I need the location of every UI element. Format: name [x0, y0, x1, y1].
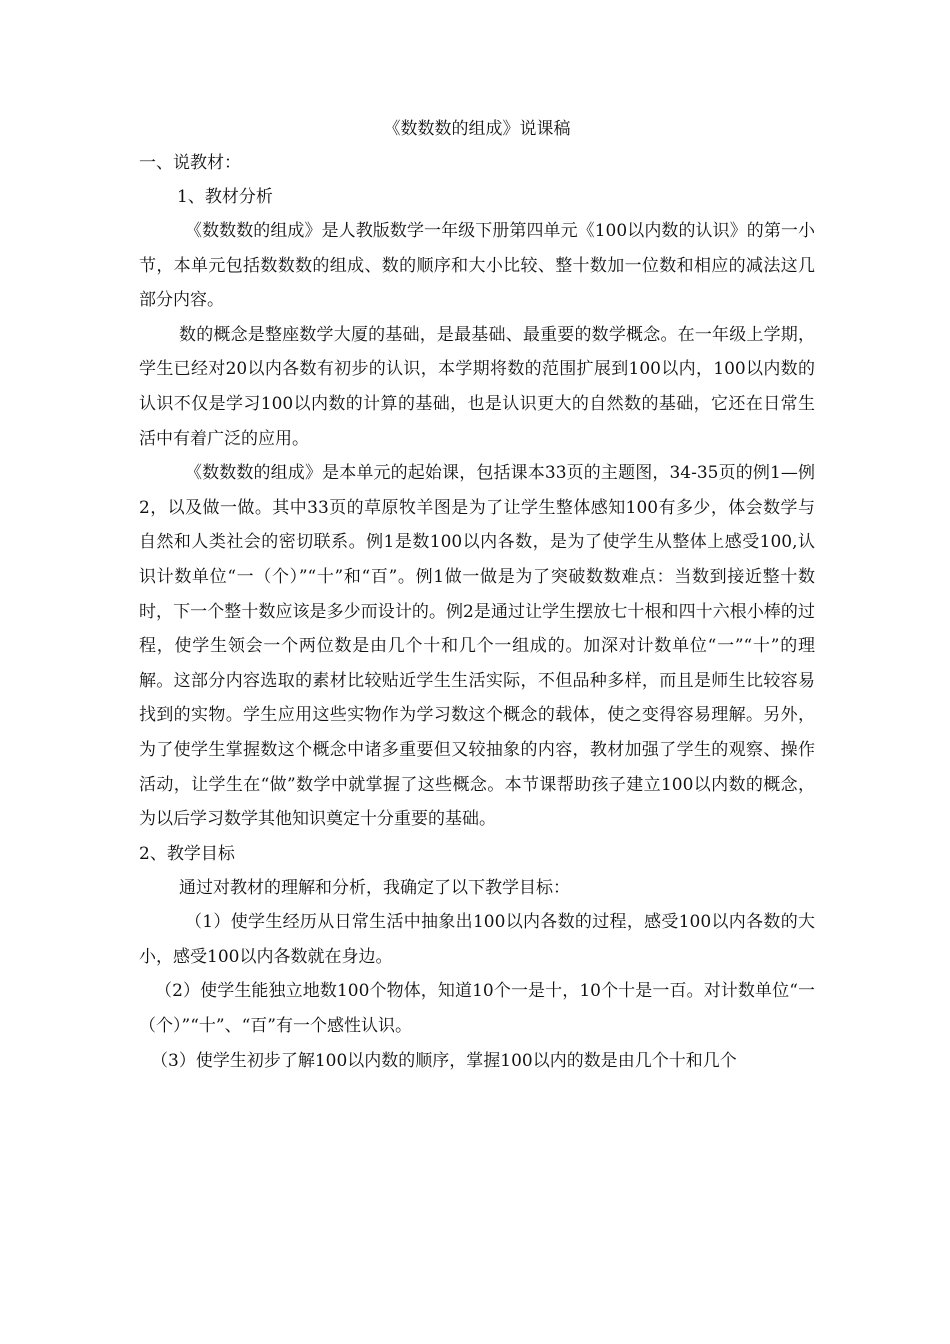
goal-item: （1）使学生经历从日常生活中抽象出100以内各数的过程，感受100以内各数的大小，感受100以内各数就在身边。 — [139, 912, 815, 967]
section-heading-teaching-material: 一、说教材： — [139, 153, 241, 173]
paragraph-intro: 《数数数的组成》是人教版数学一年级下册第四单元《100以内数的认识》的第一小节，本单元包括数数数的组成、数的顺序和大小比较、整十数加一位数和相应的减法这几部分内容。 — [139, 221, 815, 311]
document-page — [139, 112, 815, 1078]
goal-item: （3）使学生初步了解100以内数的顺序，掌握100以内的数是由几个十和几个 — [151, 1050, 737, 1071]
goal-item: （2）使学生能独立地数100个物体，知道10个一是十，10个十是一百。对计数单位“一（个）”“十”、“百”有一个感性认识。 — [139, 981, 815, 1037]
subheading-material-analysis: 1、教材分析 — [177, 187, 273, 207]
section-heading-teaching-goals: 2、教学目标 — [139, 843, 235, 864]
paragraph-goals-intro: 通过对教材的理解和分析，我确定了以下教学目标： — [179, 877, 570, 898]
paragraph-lesson-content: 《数数数的组成》是本单元的起始课，包括课本33页的主题图，34-35页的例1—例2，以及做一做。其中33页的草原牧羊图是为了让学生整体感知100有多少，体会数学与自然和人类社会的密切联系。例1是数100以内各数，是为了使学生从整体上感受100,认识计数单位“一（个）”“十”和“百”。例1做一做是为了突破数数难点：当数到接近整十数时，下一个整十数应该是多少而设计的。例2是通过让学生摆放七十根和四十六根小棒的过程，使学生领会一个两位数是由几个十和几个一组成的。加深对计数单位“一”“十”的理解。这部分内容选取的素材比较贴近学生生活实际，不但品种多样，而且是师生比较容易找到的实物。学生应用这些实物作为学习数这个概念的载体，使之变得容易理解。另外，为了使学生掌握数这个概念中诸多重要但又较抽象的内容，教材加强了学生的观察、操作活动，让学生在“做”数学中就掌握了这些概念。本节课帮助孩子建立100以内数的概念，为以后学习数学其他知识奠定十分重要的基础。 — [139, 463, 815, 830]
paragraph-number-concept: 数的概念是整座数学大厦的基础，是最基础、最重要的数学概念。在一年级上学期，学生已经对20以内各数有初步的认识，本学期将数的范围扩展到100以内，100以内数的认识不仅是学习100以内数的计算的基础，也是认识更大的自然数的基础，它还在日常生活中有着广泛的应用。 — [139, 324, 815, 449]
document-title: 《数数数的组成》说课稿 — [383, 119, 571, 139]
